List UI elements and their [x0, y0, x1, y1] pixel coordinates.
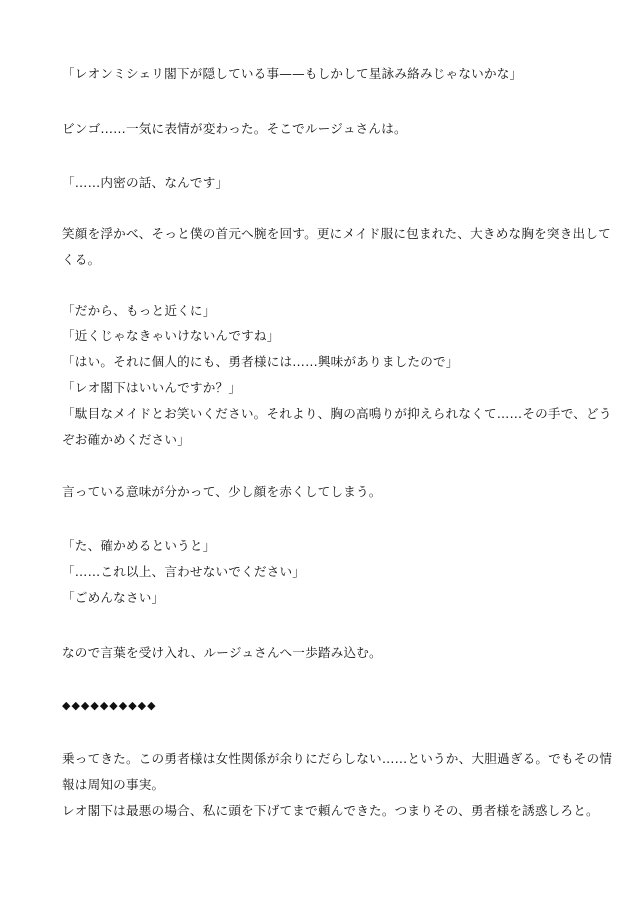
text-line: 「レオ閣下はいいんですか？」: [62, 380, 242, 395]
text-line: 言っている意味が分かって、少し顔を赤くしてしまう。: [62, 484, 382, 499]
text-line: 「ごめんなさい」: [62, 590, 165, 605]
text-line: 「……これ以上、言わせないでください」: [62, 564, 306, 579]
text-line: 「だから、もっと近くに」: [62, 303, 216, 318]
text-line: 「駄目なメイドとお笑いください。それより、胸の高鳴りが抑えられなくて……その手で、どう: [62, 406, 612, 421]
text-line: ビンゴ……一気に表情が変わった。そこでルージュさんは。: [62, 121, 407, 136]
text-line: 「はい。それに個人的にも、勇者様には……興味がありましたので」: [62, 354, 459, 369]
text-line: 「レオンミシェリ閣下が隠している事——もしかして星詠み絡みじゃないかな」: [62, 66, 523, 81]
text-line: 乗ってきた。この勇者様は女性関係が余りにだらしない……というか、大胆過ぎる。でもその情: [62, 751, 613, 766]
text-line: 報は周知の事実。: [62, 777, 165, 792]
section-separator: ◆◆◆◆◆◆◆◆◆◆: [62, 699, 157, 712]
text-line: くる。: [62, 252, 101, 267]
text-line: 「……内密の話、なんです」: [62, 175, 229, 190]
text-line: なので言葉を受け入れ、ルージュさんへ一歩踏み込む。: [62, 645, 382, 660]
text-line: ぞお確かめください」: [62, 432, 190, 447]
text-line: 「た、確かめるというと」: [62, 538, 216, 553]
text-line: 「近くじゃなきゃいけないんですね」: [62, 328, 280, 343]
text-line: 笑顔を浮かべ、そっと僕の首元へ腕を回す。更にメイド服に包まれた、大きめな胸を突き出して: [62, 226, 611, 241]
text-line: レオ閣下は最悪の場合、私に頭を下げてまで頼んできた。つまりその、勇者様を誘惑しろと。: [62, 803, 599, 818]
